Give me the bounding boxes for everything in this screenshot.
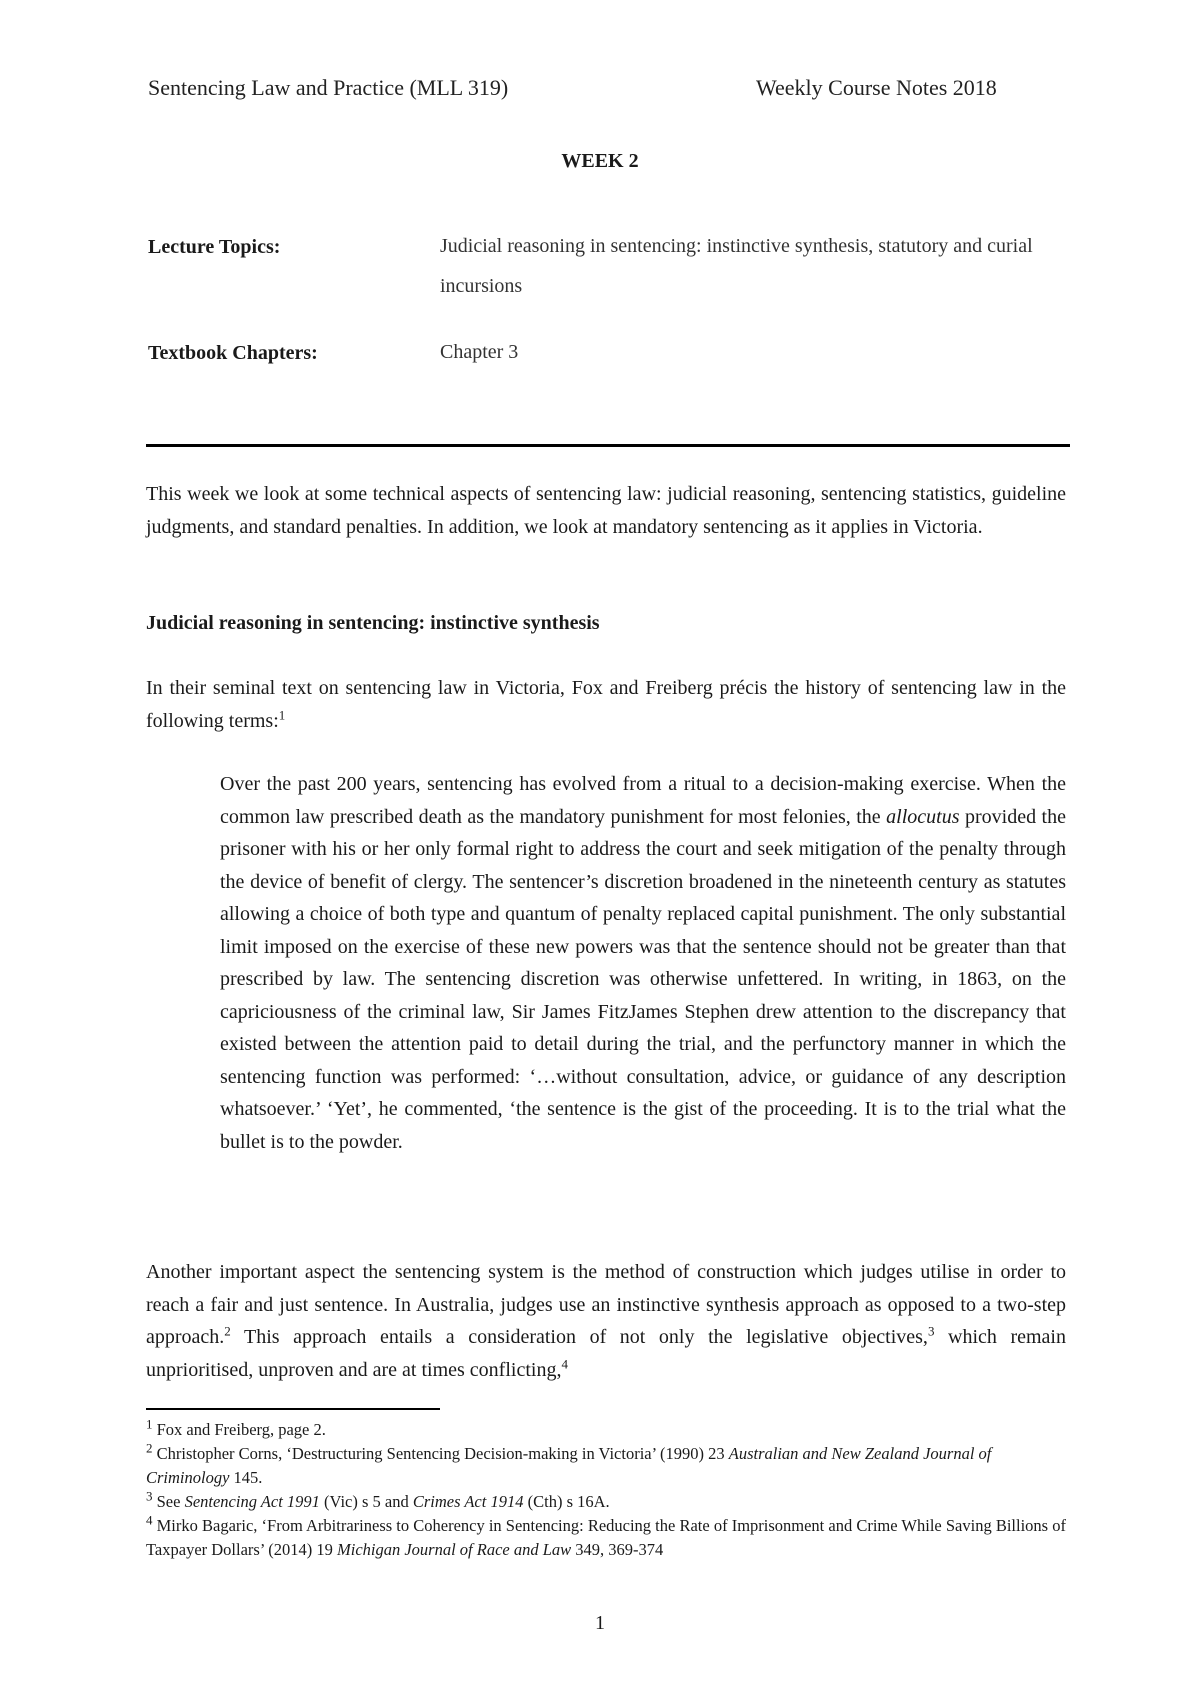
section-heading: Judicial reasoning in sentencing: instinctive synthesis [146,612,600,634]
para3-text-a: Another important aspect the sentencing system is the method of construction which judges utilise in order to reach a fair and just sentence. In Australia, judges use an instinctive synthesis approach as opposed to a two-step approach. [146,1261,1066,1348]
page-number: 1 [595,1612,605,1634]
week-title: WEEK 2 [561,150,639,172]
footnote-3-act-2: Crimes Act 1914 [412,1492,524,1511]
footnote-3 [146,1490,1076,1514]
history-paragraph [146,672,1066,737]
textbook-chapters-label: Textbook Chapters: [148,342,318,364]
footnote-1-text: Fox and Freiberg, page 2. [152,1420,326,1439]
lecture-topics-label: Lecture Topics: [148,236,281,258]
footnote-ref-1[interactable]: 1 [278,706,286,722]
footnote-separator [146,1408,440,1410]
quote-text-start: Over the past 200 years, sentencing has evolved from a ritual to a decision-making exercise. When the common law prescribed death as the mandatory punishment for most felonies, the [220,773,1066,828]
footnote-number-2: 2 [146,1440,153,1456]
footnote-2-text-b: 145. [229,1468,263,1487]
footnote-1 [146,1418,1076,1442]
textbook-chapters-value: Chapter 3 [440,341,519,363]
instinctive-synthesis-paragraph [146,1256,1066,1386]
footnotes [146,1418,1076,1562]
para3-text-c: which remain unprioritised, unproven and are at times conflicting, [146,1326,1066,1381]
footnote-3-text-a: See [152,1492,185,1511]
intro-paragraph: This week we look at some technical aspects of sentencing law: judicial reasoning, sentencing statistics, guideline judgments, and standard penalties. In addition, we look at mandatory sentencing as it applies in Victoria. [146,483,1066,538]
header-course-title: Sentencing Law and Practice (MLL 319) [148,75,509,100]
footnote-ref-2[interactable]: 2 [224,1323,231,1339]
section-divider [146,444,1070,447]
footnote-4-journal: Michigan Journal of Race and Law [336,1540,572,1559]
footnote-3-text-c: (Cth) s 16A. [523,1492,610,1511]
header-notes-title: Weekly Course Notes 2018 [756,75,997,100]
quote-text-end: provided the prisoner with his or her only formal right to address the court and seek mitigation of the penalty through the device of benefit of clergy. The sentencer’s discretion broadened in the nineteenth century as statutes allowing a choice of both type and quantum of penalty replaced capital punishment. The only substantial limit imposed on the exercise of these new powers was that the sentence should not be greater than that prescribed by law. The sentencing discretion was otherwise unfettered. In writing, in 1863, on the capriciousness of the criminal law, Sir James FitzJames Stephen drew attention to the discrepancy that existed between the attention paid to detail during the trial, and the perfunctory manner in which the sentencing function was performed: ‘…without consultation, advice, or guidance of any description whatsoever.’ ‘Yet’, he commented, ‘the sentence is the gist of the proceeding. It is to the trial what the bullet is to the powder. [220,805,1066,1153]
footnote-ref-3[interactable]: 3 [927,1323,935,1339]
lecture-topics-value: Judicial reasoning in sentencing: instinctive synthesis, statutory and curial incursions [440,235,1033,297]
block-quote [220,768,1066,1158]
footnote-number-1: 1 [146,1416,153,1432]
footnote-2-text-a: Christopher Corns, ‘Destructuring Sentencing Decision-making in Victoria’ (1990) 23 [152,1444,729,1463]
history-paragraph-text: In their seminal text on sentencing law in Victoria, Fox and Freiberg précis the history of sentencing law in the following terms: [146,677,1066,732]
footnote-4-text-a: Mirko Bagaric, ‘From Arbitrariness to Coherency in Sentencing: Reducing the Rate of Imprisonment and Crime While Saving Billions of Taxpayer Dollars’ (2014) 19 [146,1516,1066,1559]
footnote-number-3: 3 [146,1488,153,1504]
footnote-2 [146,1442,1076,1490]
footnote-number-4: 4 [146,1512,153,1528]
quote-italic-term: allocutus [886,805,960,828]
footnote-ref-4[interactable]: 4 [561,1355,568,1371]
para3-text-b: This approach entails a consideration of not only the legislative objectives, [230,1326,928,1348]
footnote-3-act-1: Sentencing Act 1991 [184,1492,320,1511]
footnote-2-journal: Australian and New Zealand Journal of Criminology [146,1444,992,1487]
footnote-4 [146,1514,1076,1562]
footnote-4-text-b: 349, 369-374 [571,1540,664,1559]
footnote-3-text-b: (Vic) s 5 and [319,1492,413,1511]
